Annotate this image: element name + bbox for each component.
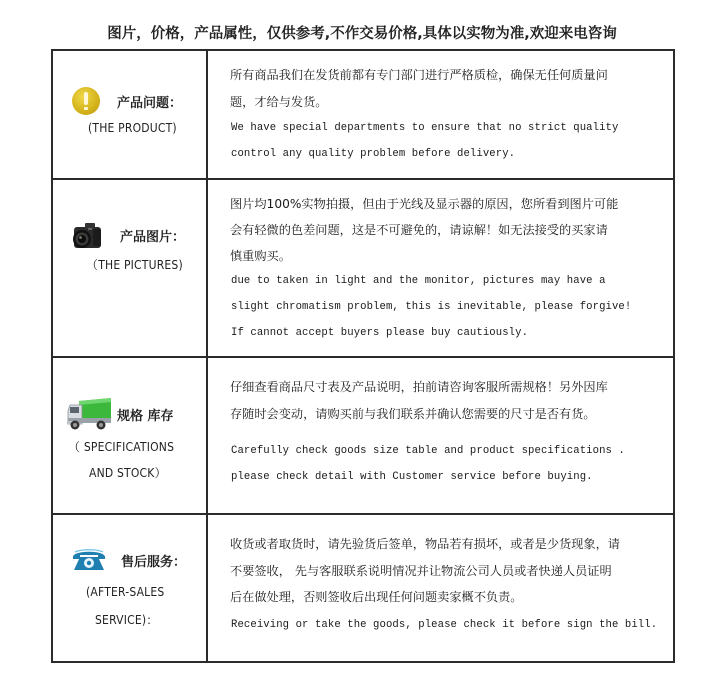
content-cn-line: 存随时会变动，请购买前与我们联系并确认您需要的尺寸是否有货。 (230, 407, 596, 421)
page-title: 图片，价格，产品属性，仅供参考,不作交易价格,具体以实物为准,欢迎来电咨询 (107, 26, 617, 42)
row-product (53, 51, 673, 178)
info-table (51, 49, 675, 663)
telephone-icon (71, 548, 107, 572)
content-cn-line: 慎重购买。 (230, 249, 291, 263)
label-en-specifications: （ SPECIFICATIONS (68, 440, 175, 454)
label-cell-product (53, 51, 208, 178)
content-cell-specifications (208, 358, 673, 513)
content-cn-line: 不要签收， 先与客服联系说明情况并让物流公司人员或者快递人员证明 (230, 564, 612, 578)
label-cn-specifications: 规格 库存 (117, 408, 174, 424)
content-cell-after-sales (208, 515, 673, 663)
content-en-line: control any quality problem before delivery. (231, 148, 516, 160)
content-en-line: Carefully check goods size table and product specifications . (231, 445, 625, 457)
row-pictures (53, 178, 673, 356)
content-cn-line: 仔细查看商品尺寸表及产品说明，拍前请咨询客服所需规格！另外因库 (230, 380, 608, 394)
content-en-line: due to taken in light and the monitor, pictures may have a (231, 275, 606, 287)
label-en-product: (THE PRODUCT) (88, 121, 177, 135)
warning-icon (72, 87, 100, 115)
label-cell-after-sales (53, 515, 208, 663)
content-en-line: please check detail with Customer service before buying. (231, 471, 593, 483)
content-en-line: We have special departments to ensure that no strict quality (231, 122, 619, 134)
row-specifications (53, 356, 673, 513)
label-cell-specifications (53, 358, 208, 513)
content-en-line: Receiving or take the goods, please check it before sign the bill. (231, 619, 658, 631)
label-cell-pictures (53, 180, 208, 356)
content-cn-line: 所有商品我们在发货前都有专门部门进行严格质检，确保无任何质量问 (230, 68, 608, 82)
content-cell-product (208, 51, 673, 178)
label-en-after-sales: SERVICE)： (95, 613, 159, 627)
content-cn-line: 图片均100%实物拍摄，但由于光线及显示器的原因，您所看到图片可能 (230, 197, 619, 211)
content-cn-line: 题，才给与发货。 (230, 95, 328, 109)
content-en-line: If cannot accept buyers please buy cautiously. (231, 327, 529, 339)
label-cn-pictures: 产品图片： (120, 229, 186, 245)
truck-icon (67, 397, 113, 431)
content-cn-line: 后在做处理，否则签收后出现任何问题卖家概不负责。 (230, 590, 523, 604)
content-cn-line: 会有轻微的色差问题，这是不可避免的，请谅解！如无法接受的买家请 (230, 223, 608, 237)
content-en-line: slight chromatism problem, this is inevitable, please forgive! (231, 301, 632, 313)
row-after-sales (53, 513, 673, 663)
label-en-after-sales: (AFTER-SALES (86, 585, 165, 599)
content-cell-pictures (208, 180, 673, 356)
label-cn-product: 产品问题： (117, 95, 183, 111)
content-cn-line: 收货或者取货时，请先验货后签单，物品若有损坏，或者是少货现象，请 (230, 537, 620, 551)
label-cn-after-sales: 售后服务： (121, 554, 187, 570)
label-en-specifications: AND STOCK） (89, 466, 167, 480)
label-en-pictures: （THE PICTURES) (86, 258, 183, 272)
camera-icon (71, 220, 103, 250)
